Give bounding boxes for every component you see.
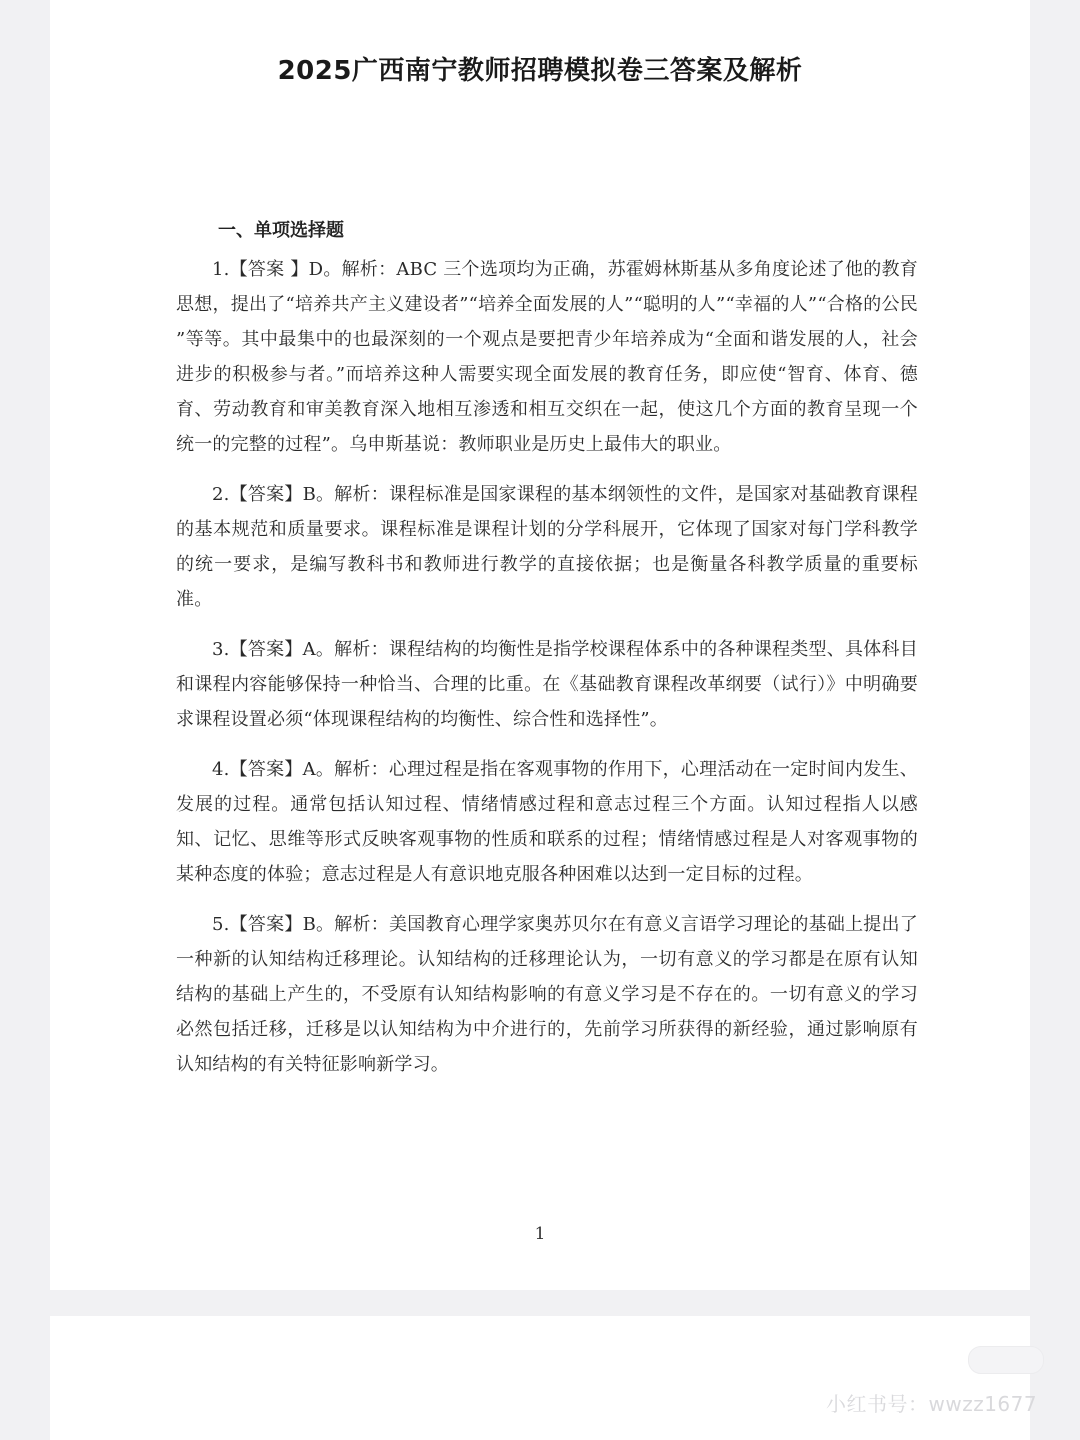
answer-item-5: 5.【答案】B。解析：美国教育心理学家奥苏贝尔在有意义言语学习理论的基础上提出了一种新的认知结构迁移理论。认知结构的迁移理论认为，一切有意义的学习都是在原有认知结构的基础上产生的，不受原有认知结构影响的有意义学习是不存在的。一切有意义的学习必然包括迁移，迁移是以认知结构为中介进行的，先前学习所获得的新经验，通过影响原有认知结构的有关特征影响新学习。: [176, 914, 918, 1075]
answer-item-3: 3.【答案】A。解析：课程结构的均衡性是指学校课程体系中的各种课程类型、具体科目和课程内容能够保持一种恰当、合理的比重。在《基础教育课程改革纲要（试行）》中明确要求课程设置必须“体现课程结构的均衡性、综合性和选择性”。: [176, 639, 918, 730]
answer-list: [176, 252, 918, 1097]
answer-item-4: 4.【答案】A。解析：心理过程是指在客观事物的作用下，心理活动在一定时间内发生、发展的过程。通常包括认知过程、情绪情感过程和意志过程三个方面。认知过程指人以感知、记忆、思维等形式反映客观事物的性质和联系的过程；情绪情感过程是人对客观事物的某种态度的体验；意志过程是人有意识地克服各种困难以达到一定目标的过程。: [176, 759, 918, 885]
page-title: 2025广西南宁教师招聘模拟卷三答案及解析: [277, 56, 803, 86]
section-heading: 一、单项选择题: [218, 220, 344, 241]
answer-item-2: 2.【答案】B。解析：课程标准是国家课程的基本纲领性的文件，是国家对基础教育课程的基本规范和质量要求。课程标准是课程计划的分学科展开，它体现了国家对每门学科教学的统一要求，是编写教科书和教师进行教学的直接依据；也是衡量各科教学质量的重要标准。: [176, 484, 918, 610]
watermark-text: 小红书号：wwzz1677: [826, 1392, 1038, 1416]
answer-item-1: 1.【答案 】D。解析：ABC 三个选项均为正确，苏霍姆林斯基从多角度论述了他的教育思想，提出了“培养共产主义建设者”“培养全面发展的人”“聪明的人”“幸福的人”“合格的公民 ”等等。其中最集中的也最深刻的一个观点是要把青少年培养成为“全面和谐发展的人，社会进步的积极参与者。”而培养这种人需要实现全面发展的教育任务，即应使“智育、体育、德育、劳动教育和审美教育深入地相互渗透和相互交织在一起，使这几个方面的教育呈现一个统一的完整的过程”。乌申斯基说：教师职业是历史上最伟大的职业。: [176, 259, 918, 455]
page-number: 1: [534, 1224, 546, 1244]
document-page-2: [50, 1316, 1030, 1440]
watermark-badge-icon: [968, 1346, 1044, 1374]
document-page-1: [50, 0, 1030, 1290]
